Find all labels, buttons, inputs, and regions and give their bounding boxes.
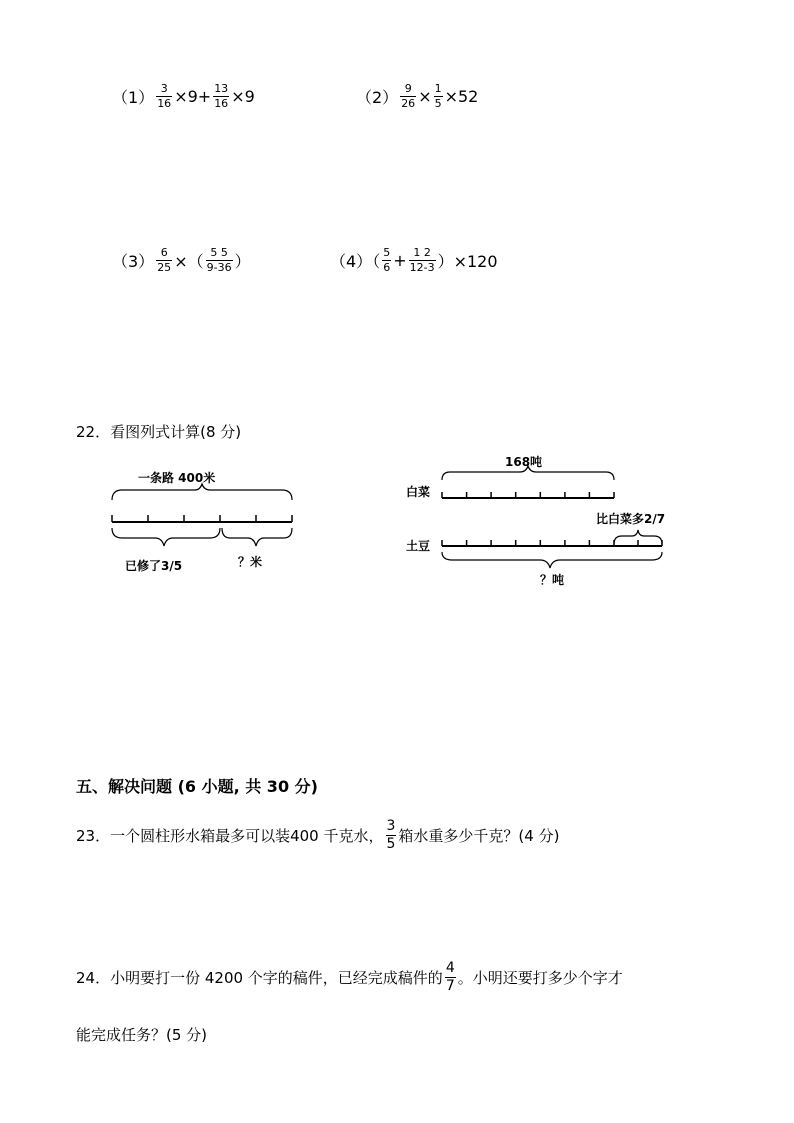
road-total-label: 一条路 400米 (138, 471, 216, 485)
problem-index: （3） (112, 252, 155, 271)
fraction: $\frac{9}{26}$ (401, 82, 416, 110)
repaired-label: 已修了3/5 (125, 559, 183, 573)
road-diagram (100, 460, 310, 585)
problem-2: （2） $\frac{9}{26}$ × $\frac{1}{5}$ ×52 (356, 82, 479, 110)
question-23: 23．一个圆柱形水箱最多可以装400 千克水， $\frac{3}{5}$ 箱水重多少千克？(4 分) (76, 818, 560, 852)
question-22-title: 22．看图列式计算(8 分) (76, 423, 242, 441)
fraction: $\frac{1}{5}$ (434, 82, 442, 110)
fraction: $\frac{3}{16}$ (157, 82, 172, 110)
fraction: $\frac{1 2}{12-3}$ (409, 246, 435, 274)
top-brace (112, 484, 292, 500)
fraction: $\frac{5 5}{9-36}$ (206, 246, 232, 274)
fraction: $\frac{6}{25}$ (157, 246, 172, 274)
problem-index: （1） (112, 88, 155, 107)
vegetables-diagram (400, 450, 680, 595)
fraction: $\frac{4}{7}$ (445, 960, 455, 994)
unknown-meters-label: ？米 (238, 555, 263, 569)
unknown-tons-label: ？吨 (540, 573, 565, 587)
problem-3: （3） $\frac{6}{25}$ ×（ $\frac{5 5}{9-36}$ ） (112, 246, 251, 274)
question-24: 24．小明要打一份 4200 个字的稿件，已经完成稿件的 $\frac{4}{7}$ 。小明还要打多少个字才 (76, 960, 623, 994)
tick-marks (112, 515, 292, 522)
left-brace (112, 528, 220, 546)
problem-index: （2） (356, 88, 399, 107)
fraction: $\frac{5}{6}$ (383, 246, 391, 274)
bottom-brace (442, 552, 662, 568)
more-than-cabbage-label: 比白菜多2/7 (596, 512, 666, 526)
fraction: $\frac{3}{5}$ (386, 818, 396, 852)
cabbage-label: 白菜 (406, 485, 431, 499)
fraction: $\frac{13}{16}$ (214, 82, 229, 110)
problem-1: （1） $\frac{3}{16}$ ×9+ $\frac{13}{16}$ ×9 (112, 82, 255, 110)
problem-index: （4） (330, 252, 373, 271)
question-24-line2: 能完成任务？(5 分) (76, 1026, 208, 1044)
cabbage-total-label: 168吨 (505, 455, 543, 469)
section-5-title: 五、解决问题 (6 小题, 共 30 分) (76, 777, 318, 796)
problem-4: （4）（ $\frac{5}{6}$ + $\frac{1 2}{12-3}$ ）×120 (330, 246, 498, 274)
potato-label: 土豆 (406, 539, 431, 553)
right-brace (222, 528, 292, 546)
